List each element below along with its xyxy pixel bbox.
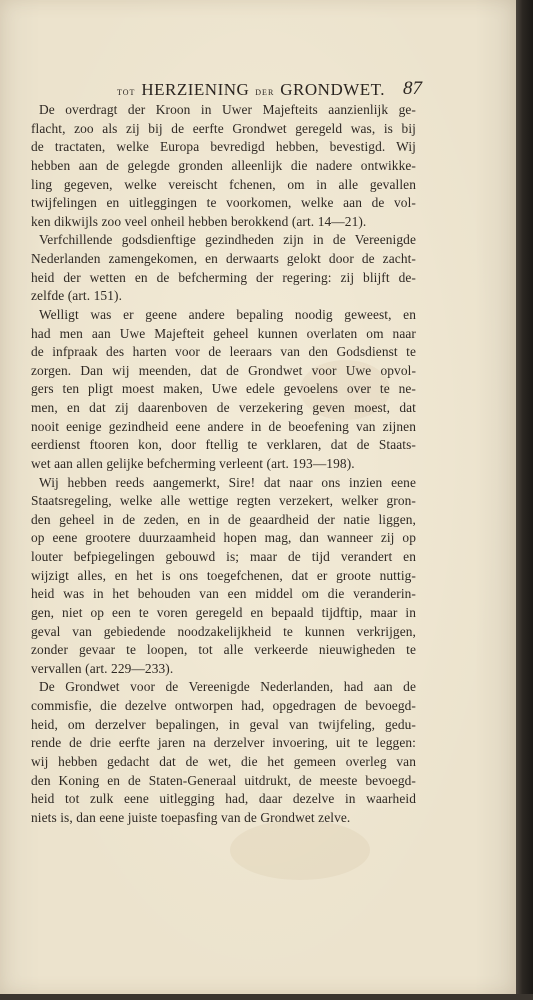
text-line: wijzigt alles, en het is ons toegefchenen, dat er groote nuttig- bbox=[31, 567, 416, 583]
text-line: den geheel in de zeden, en in de geaardheid der natie liggen, bbox=[31, 511, 416, 527]
text-line: zonder gevaar te loopen, tot alle verkeerde nieuwigheden te bbox=[31, 642, 416, 658]
text-line: heid was in het behouden van een middel om die veranderin- bbox=[31, 586, 416, 602]
header-title-word-1: HERZIENING bbox=[141, 80, 250, 99]
text-line: ken dikwijls zoo veel onheil hebben berokkend (art. 14—21). bbox=[31, 213, 367, 229]
text-line: Verfchillende godsdienftige gezindheden zijn in de Vereenigde bbox=[39, 232, 416, 248]
text-line: zelfde (art. 151). bbox=[31, 288, 123, 304]
text-line: Nederlanden zamengekomen, en derwaarts gelokt door de zacht- bbox=[31, 251, 416, 266]
text-line: louter befpiegelingen gebouwd is; maar de tijd verandert en bbox=[31, 549, 416, 564]
paragraph bbox=[31, 306, 416, 474]
text-line: geval van gebiedende noodzakelijkheid te kunnen verkrijgen, bbox=[31, 623, 416, 639]
text-line: wij hebben gedacht dat de wet, die het gemeen overleg van bbox=[31, 753, 416, 769]
text-line: zorgen. Dan wij meenden, dat de Grondwet voor Uwe opvol- bbox=[31, 362, 416, 378]
text-line: rende de drie eerfte jaren na derzelver invoering, uit te leggen: bbox=[31, 735, 416, 751]
header-title-word-2: GRONDWET. bbox=[280, 80, 386, 99]
paragraph bbox=[31, 101, 416, 231]
text-line: heid der wetten en de befcherming der regering: zij blijft de- bbox=[31, 269, 416, 285]
text-line: wet aan allen gelijke befcherming verleent (art. 193—198). bbox=[31, 455, 355, 471]
text-line: flacht, zoo als zij bij de eerfte Grondwet geregeld was, is bij bbox=[31, 120, 416, 136]
header-connector: der bbox=[255, 86, 275, 98]
text-line: ling gegeven, welke vereischt fchenen, om in alle gevallen bbox=[31, 176, 416, 192]
text-line: De Grondwet voor de Vereenigde Nederlanden, had aan de bbox=[39, 679, 416, 695]
paragraph bbox=[31, 474, 416, 679]
text-line: Staatsregeling, welke alle wettige regten verzekert, welker gron- bbox=[31, 493, 416, 509]
text-line: eerdienst ftooren kon, door ftellig te verklaren, dat de Staats- bbox=[31, 437, 416, 453]
text-line: den Koning en de Staten-Generaal uitdrukt, de meeste bevoegd- bbox=[31, 772, 416, 788]
text-line: gen, niet op een te voren geregeld en bepaald tijdftip, maar in bbox=[31, 604, 416, 620]
body-text bbox=[31, 101, 416, 827]
text-line: De overdragt der Kroon in Uwer Majefteits aanzienlijk ge- bbox=[39, 102, 416, 117]
paper-stain bbox=[230, 820, 370, 880]
text-line: nooit eenige gezindheid eene andere in de beoefening van zijnen bbox=[31, 418, 416, 434]
book-edge-right bbox=[516, 0, 533, 1000]
text-line: Wij hebben reeds aangemerkt, Sire! dat naar ons inzien eene bbox=[39, 474, 416, 490]
text-line: vervallen (art. 229—233). bbox=[31, 660, 174, 676]
text-line: heid tot zulk eene uitlegging had, daar dezelve in waarheid bbox=[31, 791, 416, 807]
page-number: 87 bbox=[403, 78, 422, 99]
text-line: niets is, dan eene juiste toepasfing van de Grondwet zelve. bbox=[31, 809, 351, 825]
text-line: de infpraak des harten voor de leeraars van den Godsdienst te bbox=[31, 344, 416, 360]
text-line: heid, om derzelver bepalingen, in geval van twijfeling, gedu- bbox=[31, 716, 416, 732]
text-line: commisfie, die dezelve ontworpen had, opgedragen de bevoegd- bbox=[31, 698, 416, 713]
text-line: hebben aan de gelegde gronden alleenlijk die nadere ontwikke- bbox=[31, 157, 416, 173]
text-line: de tractaten, welke Europa bevredigd hebben, bevestigd. Wij bbox=[31, 139, 416, 155]
text-line: men, en dat zij daarenboven de verzekering geven moest, dat bbox=[31, 400, 416, 415]
text-line: had men aan Uwe Majefteit geheel kunnen overlaten om naar bbox=[31, 325, 416, 341]
book-edge-bottom bbox=[0, 994, 533, 1000]
text-line: twijfelingen en uitleggingen te voorkomen, welke aan de vol- bbox=[31, 195, 416, 211]
paragraph bbox=[31, 231, 416, 306]
text-line: gers ten pligt moest maken, Uwe edele gevoelens over te ne- bbox=[31, 381, 416, 397]
text-line: op eene grootere duurzaamheid hopen mag, dan wanneer zij op bbox=[31, 530, 416, 546]
paragraph bbox=[31, 678, 416, 827]
header-prefix: tot bbox=[116, 86, 136, 98]
text-line: Welligt was er geene andere bepaling noodig geweest, en bbox=[39, 306, 416, 322]
